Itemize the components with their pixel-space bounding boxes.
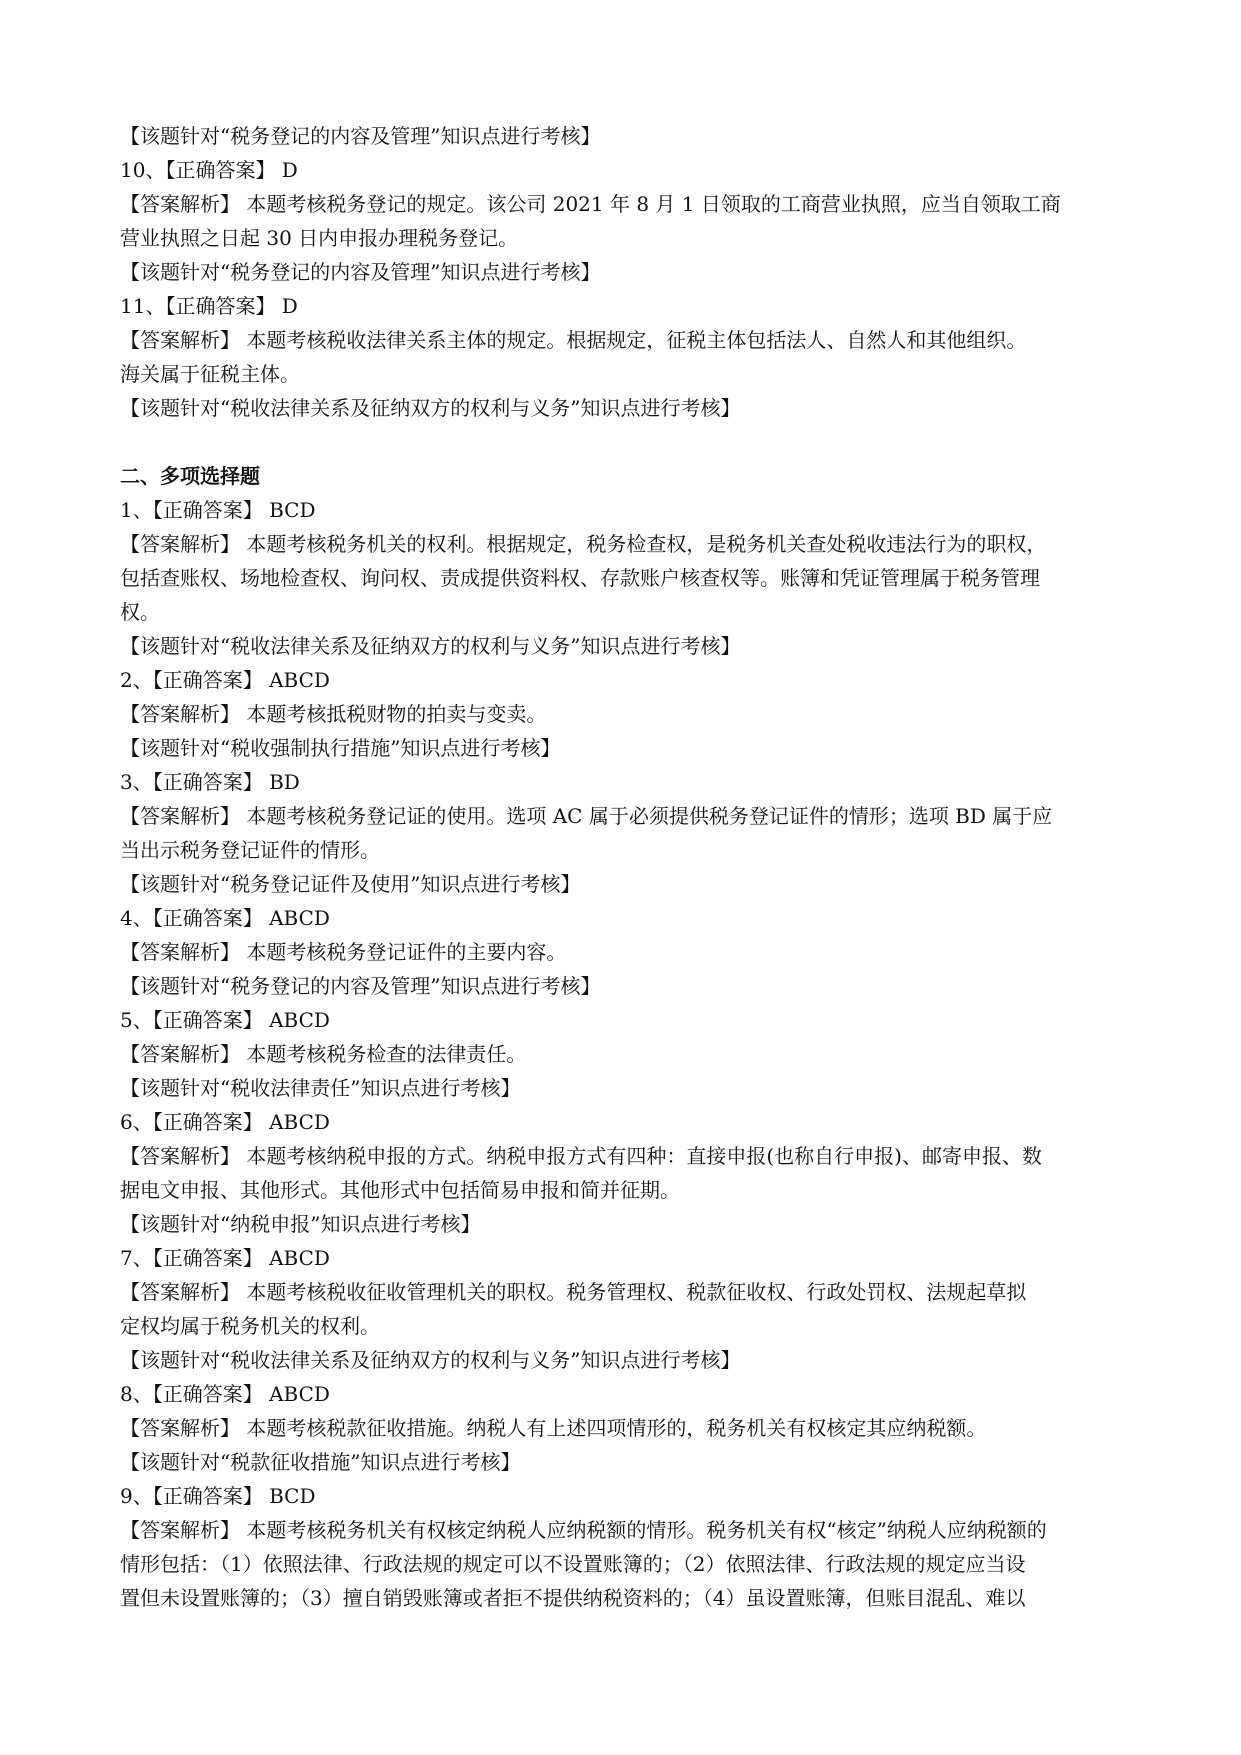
text-line: 当出示税务登记证件的情形。 (120, 838, 380, 862)
text-line: 【答案解析】 本题考核税务检查的法律责任。 (120, 1042, 527, 1066)
text-line: 包括查账权、场地检查权、询问权、责成提供资料权、存款账户核查权等。账簿和凭证管理属于税务管理 (120, 566, 1040, 590)
text-line: 定权均属于税务机关的权利。 (120, 1314, 380, 1338)
text-line: 11、【正确答案】 D (120, 294, 298, 318)
text-line: 【该题针对“税收法律关系及征纳双方的权利与义务”知识点进行考核】 (120, 396, 741, 420)
text-line: 【答案解析】 本题考核纳税申报的方式。纳税申报方式有四种：直接申报(也称自行申报)、邮寄申报、数 (120, 1144, 1042, 1168)
text-line: 【答案解析】 本题考核税务机关有权核定纳税人应纳税额的情形。税务机关有权“核定”纳税人应纳税额的 (120, 1518, 1047, 1542)
text-line: 【该题针对“税务登记的内容及管理”知识点进行考核】 (120, 260, 601, 284)
text-line: 【该题针对“税收强制执行措施”知识点进行考核】 (120, 736, 561, 760)
text-line: 9、【正确答案】 BCD (120, 1484, 316, 1508)
text-line: 5、【正确答案】 ABCD (120, 1008, 330, 1032)
text-line: 权。 (120, 600, 160, 624)
text-line: 【该题针对“税务登记的内容及管理”知识点进行考核】 (120, 124, 601, 148)
text-line: 10、【正确答案】 D (120, 158, 298, 182)
text-line: 置但未设置账簿的；（3）擅自销毁账簿或者拒不提供纳税资料的；（4）虽设置账簿，但账目混乱、难以 (120, 1586, 1026, 1610)
text-line: 【答案解析】 本题考核税务登记的规定。该公司 2021 年 8 月 1 日领取的工商营业执照，应当自领取工商 (120, 192, 1061, 216)
text-line: 3、【正确答案】 BD (120, 770, 300, 794)
single-choice-answers-tail (120, 119, 1130, 425)
text-line: 4、【正确答案】 ABCD (120, 906, 330, 930)
text-line: 【该题针对“税收法律责任”知识点进行考核】 (120, 1076, 521, 1100)
text-line: 营业执照之日起 30 日内申报办理税务登记。 (120, 226, 519, 250)
section-heading: 二、多项选择题 (120, 464, 260, 488)
text-line: 6、【正确答案】 ABCD (120, 1110, 330, 1134)
text-line: 情形包括：（1）依照法律、行政法规的规定可以不设置账簿的；（2）依照法律、行政法规的规定应当设 (120, 1552, 1026, 1576)
text-line: 【该题针对“税款征收措施”知识点进行考核】 (120, 1450, 521, 1474)
text-line: 8、【正确答案】 ABCD (120, 1382, 330, 1406)
text-line: 【答案解析】 本题考核抵税财物的拍卖与变卖。 (120, 702, 547, 726)
document-page (120, 119, 1130, 1615)
text-line: 【该题针对“税务登记证件及使用”知识点进行考核】 (120, 872, 581, 896)
multiple-choice-answers (120, 493, 1130, 1615)
text-line: 【该题针对“纳税申报”知识点进行考核】 (120, 1212, 481, 1236)
text-line: 1、【正确答案】 BCD (120, 498, 316, 522)
text-line: 2、【正确答案】 ABCD (120, 668, 330, 692)
text-line: 【答案解析】 本题考核税款征收措施。纳税人有上述四项情形的，税务机关有权核定其应纳税额。 (120, 1416, 987, 1440)
text-line: 7、【正确答案】 ABCD (120, 1246, 330, 1270)
text-line: 【答案解析】 本题考核税务机关的权利。根据规定，税务检查权，是税务机关查处税收违法行为的职权， (120, 532, 1047, 556)
text-line: 海关属于征税主体。 (120, 362, 300, 386)
text-line: 【该题针对“税收法律关系及征纳双方的权利与义务”知识点进行考核】 (120, 634, 741, 658)
text-line: 【答案解析】 本题考核税收征收管理机关的职权。税务管理权、税款征收权、行政处罚权、法规起草拟 (120, 1280, 1027, 1304)
text-line: 【该题针对“税收法律关系及征纳双方的权利与义务”知识点进行考核】 (120, 1348, 741, 1372)
text-line: 据电文申报、其他形式。其他形式中包括简易申报和简并征期。 (120, 1178, 680, 1202)
text-line: 【该题针对“税务登记的内容及管理”知识点进行考核】 (120, 974, 601, 998)
text-line: 【答案解析】 本题考核税务登记证的使用。选项 AC 属于必须提供税务登记证件的情形；选项 BD 属于应 (120, 804, 1053, 828)
text-line: 【答案解析】 本题考核税务登记证件的主要内容。 (120, 940, 567, 964)
text-line: 【答案解析】 本题考核税收法律关系主体的规定。根据规定，征税主体包括法人、自然人和其他组织。 (120, 328, 1027, 352)
